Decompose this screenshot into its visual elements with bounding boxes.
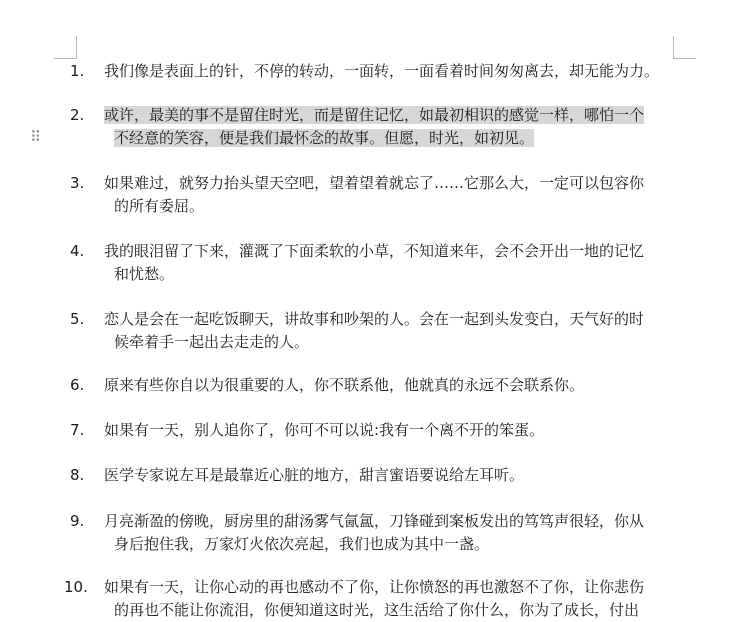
text-line: 的所有委屈。 (114, 197, 205, 215)
list-number: 6. (70, 376, 85, 394)
list-item-text[interactable] (104, 419, 690, 442)
text-line: 月亮渐盈的傍晚，厨房里的甜汤雾气氤氲，刀锋碰到案板发出的笃笃声很轻，你从 (104, 512, 645, 530)
text-line: 候牵着手一起出去走走的人。 (114, 333, 310, 351)
list-item-text[interactable] (104, 60, 690, 83)
list-number: 2. (70, 106, 85, 124)
list-number: 10. (64, 578, 88, 596)
list-number: 9. (70, 512, 85, 530)
list-number: 8. (70, 466, 85, 484)
list-item-text[interactable] (104, 308, 690, 354)
list-number: 7. (70, 421, 85, 439)
text-line: 如果有一天，让你心动的再也感动不了你，让你愤怒的再也激怒不了你，让你悲伤 (104, 578, 645, 596)
list-item-text[interactable] (104, 374, 690, 397)
list-number: 5. (70, 310, 85, 328)
list-item-text[interactable] (104, 240, 690, 286)
selected-text-line: 或许，最美的事不是留住时光，而是留住记忆，如最初相识的感觉一样，哪怕一个 (104, 106, 645, 124)
text-line: 我们像是表面上的针，不停的转动，一面转，一面看着时间匆匆离去，却无能为力。 (104, 62, 660, 80)
text-line: 如果有一天，别人追你了，你可不可以说:我有一个离不开的笨蛋。 (104, 421, 545, 439)
list-item-text[interactable] (104, 104, 690, 150)
text-line: 身后抱住我，万家灯火依次亮起，我们也成为其中一盏。 (114, 535, 490, 553)
selected-text-line: 不经意的笑容，便是我们最怀念的故事。但愿，时光，如初见。 (114, 129, 535, 147)
list-item-text[interactable] (104, 576, 690, 622)
text-line: 的再也不能让你流泪，你便知道这时光，这生活给了你什么，你为了成长，付出 (114, 601, 640, 619)
list-item-text[interactable] (104, 510, 690, 556)
text-line: 恋人是会在一起吃饭聊天，讲故事和吵架的人。会在一起到头发变白，天气好的时 (104, 310, 645, 328)
list-number: 3. (70, 174, 85, 192)
list-item-text[interactable] (104, 172, 690, 218)
drag-handle-icon[interactable]: ⠿ (30, 128, 40, 146)
text-line: 医学专家说左耳是最靠近心脏的地方，甜言蜜语要说给左耳听。 (104, 466, 525, 484)
list-number: 1. (70, 62, 85, 80)
text-line: 和忧愁。 (114, 265, 175, 283)
text-line: 如果难过，就努力抬头望天空吧，望着望着就忘了……它那么大，一定可以包容你 (104, 174, 645, 192)
list-number: 4. (70, 242, 85, 260)
text-line: 原来有些你自以为很重要的人，你不联系他，他就真的永远不会联系你。 (104, 376, 585, 394)
list-item-text[interactable] (104, 464, 690, 487)
text-line: 我的眼泪留了下来，灌溉了下面柔软的小草，不知道来年，会不会开出一地的记忆 (104, 242, 645, 260)
